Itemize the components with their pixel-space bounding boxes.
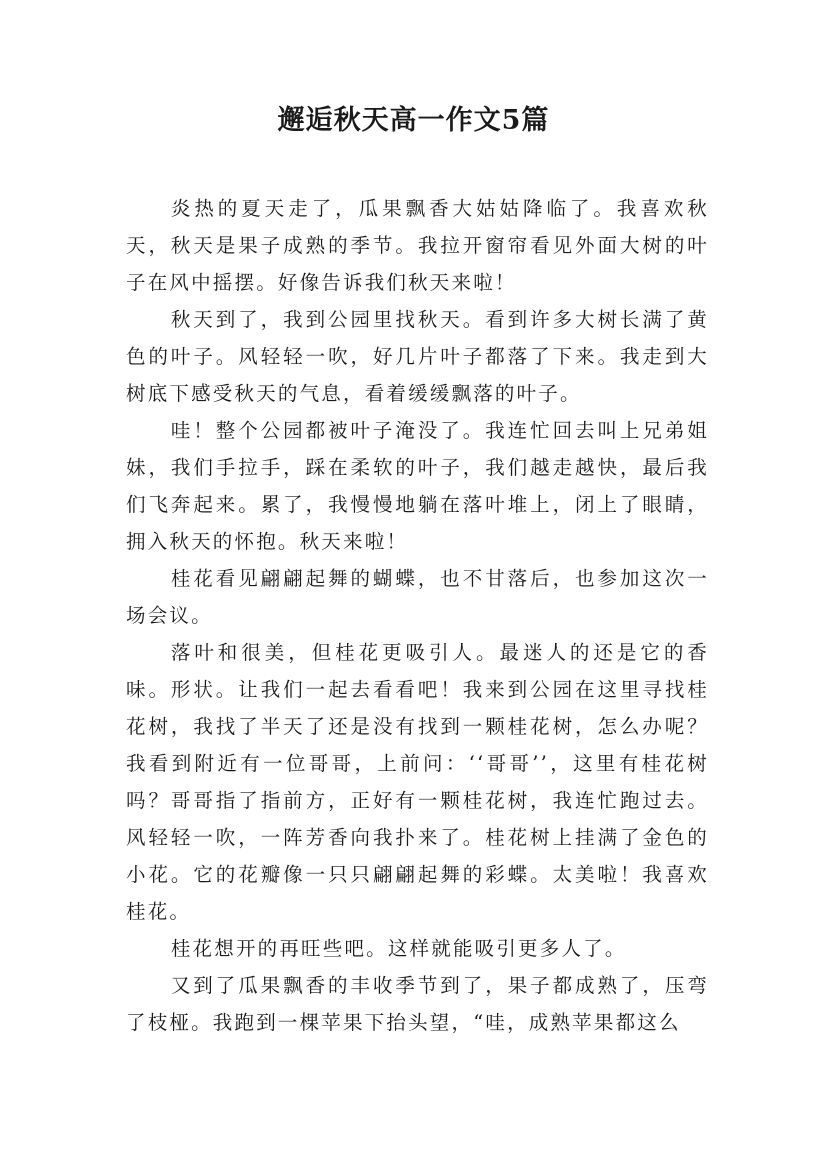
document-title: 邂逅秋天高一作文5篇 xyxy=(277,105,550,136)
paragraph-7: 又到了瓜果飘香的丰收季节到了，果子都成熟了，压弯了枝桠。我跑到一棵苹果下抬头望，“哇，成熟苹果都这么 xyxy=(126,974,709,1034)
paragraph-2: 秋天到了，我到公园里找秋天。看到许多大树长满了黄色的叶子。风轻轻一吹，好几片叶子都落了下来。我走到大树底下感受秋天的气息，看着缓缓飘落的叶子。 xyxy=(126,308,709,405)
paragraph-6: 桂花想开的再旺些吧。这样就能吸引更多人了。 xyxy=(170,937,627,960)
paragraph-3: 哇！整个公园都被叶子淹没了。我连忙回去叫上兄弟姐妹，我们手拉手，踩在柔软的叶子，我们越走越快，最后我们飞奔起来。累了，我慢慢地躺在落叶堆上，闭上了眼睛，拥入秋天的怀抱。秋天来啦！ xyxy=(126,419,709,553)
paragraph-1: 炎热的夏天走了，瓜果飘香大姑姑降临了。我喜欢秋天，秋天是果子成熟的季节。我拉开窗帘看见外面大树的叶子在风中摇摆。好像告诉我们秋天来啦！ xyxy=(126,197,709,294)
document-body xyxy=(126,190,709,1041)
paragraph-4: 桂花看见翩翩起舞的蝴蝶，也不甘落后，也参加这次一场会议。 xyxy=(126,567,709,627)
paragraph-5: 落叶和很美，但桂花更吸引人。最迷人的还是它的香味。形状。让我们一起去看看吧！我来到公园在这里寻找桂花树，我找了半天了还是没有找到一颗桂花树，怎么办呢？我看到附近有一位哥哥，上前问：‘‘哥哥’’，这里有桂花树吗？哥哥指了指前方，正好有一颗桂花树，我连忙跑过去。风轻轻一吹，一阵芳香向我扑来了。桂花树上挂满了金色的小花。它的花瓣像一只只翩翩起舞的彩蝶。太美啦！我喜欢桂花。 xyxy=(126,641,709,923)
